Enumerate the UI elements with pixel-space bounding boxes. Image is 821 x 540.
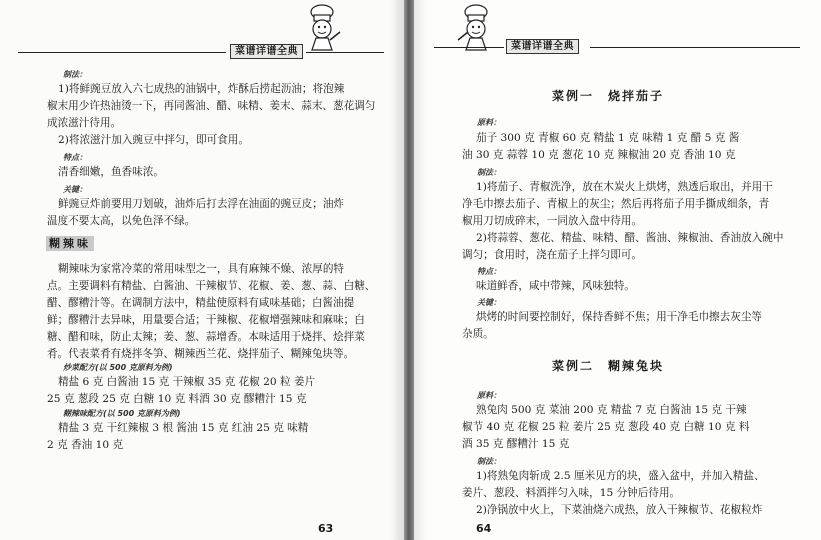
label-key: 关键： xyxy=(63,185,87,194)
method-line: 姜片、葱段、料酒拌匀入味，15 分钟后待用。 xyxy=(462,487,681,499)
key-line: 鲜豌豆炸前要用刀划破，油炸后打去浮在油面的豌豆皮；油炸 xyxy=(58,198,345,210)
method-line: 2)将蒜蓉、葱花、精盐、味精、醋、酱油、辣椒油、香油放入碗中 xyxy=(476,232,784,244)
method-line: 1)将茄子、青椒洗净，放在木炭火上烘烤，熟透后取出，并用干 xyxy=(476,181,773,193)
key-line: 烘烤的时间要控制好，保持香鲜不焦；用干净毛巾擦去灰尘等 xyxy=(476,311,763,323)
header-rule xyxy=(434,47,504,48)
method-line: 1)将鲜豌豆放入六七成热的油锅中，炸酥后捞起沥油；将泡辣 xyxy=(58,83,345,95)
label-method: 制法： xyxy=(63,70,87,79)
recipe-title: 菜例一 烧拌茄子 xyxy=(552,89,665,103)
method-line: 调匀；食用时，浇在茄子上拌匀即可。 xyxy=(462,249,643,261)
page-shadow xyxy=(390,0,404,540)
label-method: 制法： xyxy=(477,457,501,466)
method-line: 2)净锅放中火上，下菜油烧六成热，放入干辣椒节、花椒粒炸 xyxy=(476,504,763,516)
ingredient-line: 椒节 40 克 花椒 25 粒 姜片 25 克 葱段 40 克 白糖 10 克 料 xyxy=(462,421,750,433)
method-line: 净毛巾擦去茄子、青椒上的灰尘；然后再将茄子用手撕成细条，青 xyxy=(462,198,770,210)
stir-fry-line: 25 克 葱段 25 克 白糖 10 克 料酒 30 克 醪糟汁 15 克 xyxy=(47,393,307,405)
header-banner: 菜谱详谱全典 xyxy=(230,44,303,59)
page-number: 64 xyxy=(476,522,492,535)
method-line: 2)将浓滋汁加入豌豆中拌匀，即可食用。 xyxy=(58,134,249,146)
key-line: 温度不要太高，以免色泽不绿。 xyxy=(47,215,196,227)
stir-fry-line: 精盐 6 克 白酱油 15 克 干辣椒 35 克 花椒 20 粒 姜片 xyxy=(58,376,316,388)
method-line: 1)将熟兔肉斩成 2.5 厘米见方的块，盛入盆中，并加入精盐、 xyxy=(476,470,765,482)
left-page xyxy=(0,0,404,540)
recipe-title: 菜例二 糊辣兔块 xyxy=(552,359,665,373)
chef-mascot-icon xyxy=(454,4,498,52)
method-line: 椒末用少许热油烫一下，再同酱油、醋、味精、姜末、蒜末、葱花调匀 xyxy=(47,100,376,112)
label-ingredients: 原料： xyxy=(477,391,501,400)
label-ingredients: 原料： xyxy=(477,118,501,127)
ingredient-line: 油 30 克 蒜蓉 10 克 葱花 10 克 辣椒油 20 克 香油 10 克 xyxy=(462,149,736,161)
header-rule xyxy=(590,47,800,48)
section-line: 糖、醋和味，防止太辣；姜、葱、蒜增香。本味适用于烧拌、烩拌菜 xyxy=(47,331,365,343)
chef-mascot-icon xyxy=(300,4,344,52)
ingredient-line: 酒 35 克 醪糟汁 15 克 xyxy=(462,438,570,450)
feature-text: 清香细嫩，鱼香味浓。 xyxy=(58,166,164,178)
section-line: 醋、醪糟汁等。在调制方法中，精盐使原料有咸味基础；白酱油提 xyxy=(47,297,355,309)
sauce-line: 2 克 香油 10 克 xyxy=(47,439,124,451)
label-sauce-recipe: 糊辣味配方(以 500 克原料为例) xyxy=(63,409,181,418)
label-method: 制法： xyxy=(477,168,501,177)
key-line: 杂质。 xyxy=(462,328,494,340)
ingredient-line: 熟兔肉 500 克 菜油 200 克 精盐 7 克 白酱油 15 克 干辣 xyxy=(476,404,747,416)
label-feature: 特点： xyxy=(63,153,87,162)
label-feature: 特点： xyxy=(477,267,501,276)
ingredient-line: 茄子 300 克 青椒 60 克 精盐 1 克 味精 1 克 醋 5 克 酱 xyxy=(476,132,740,144)
page-number: 63 xyxy=(318,522,334,535)
page-shadow xyxy=(414,0,428,540)
header-rule xyxy=(306,52,384,53)
section-line: 肴。代表菜肴有烧拌冬笋、糊辣西兰花、烧拌茄子、糊辣兔块等。 xyxy=(47,348,355,360)
header-rule xyxy=(18,52,226,53)
label-stir-fry-recipe: 炒菜配方(以 500 克原料为例) xyxy=(63,363,173,372)
feature-text: 味道鲜香，咸中带辣，风味独特。 xyxy=(476,280,635,292)
method-line: 椒用刀切成碎末，一同放入盘中待用。 xyxy=(462,215,643,227)
section-heading: 糊辣味 xyxy=(46,236,94,251)
label-key: 关键： xyxy=(477,298,501,307)
sauce-line: 精盐 3 克 干红辣椒 3 根 酱油 15 克 红油 25 克 味精 xyxy=(58,422,309,434)
right-page xyxy=(414,0,821,540)
section-line: 鲜；醪糟汁去异味，用量要合适；干辣椒、花椒增强辣味和麻味；白 xyxy=(47,314,365,326)
section-line: 点。主要调料有精盐、白酱油、干辣椒节、花椒、姜、葱、蒜、白糖、 xyxy=(47,280,376,292)
method-line: 成浓滋汁待用。 xyxy=(47,117,122,129)
section-line: 糊辣味为家常冷菜的常用味型之一，具有麻辣不燥、浓厚的特 xyxy=(58,263,345,275)
book-spine xyxy=(404,0,414,540)
header-banner: 菜谱详谱全典 xyxy=(506,39,579,54)
